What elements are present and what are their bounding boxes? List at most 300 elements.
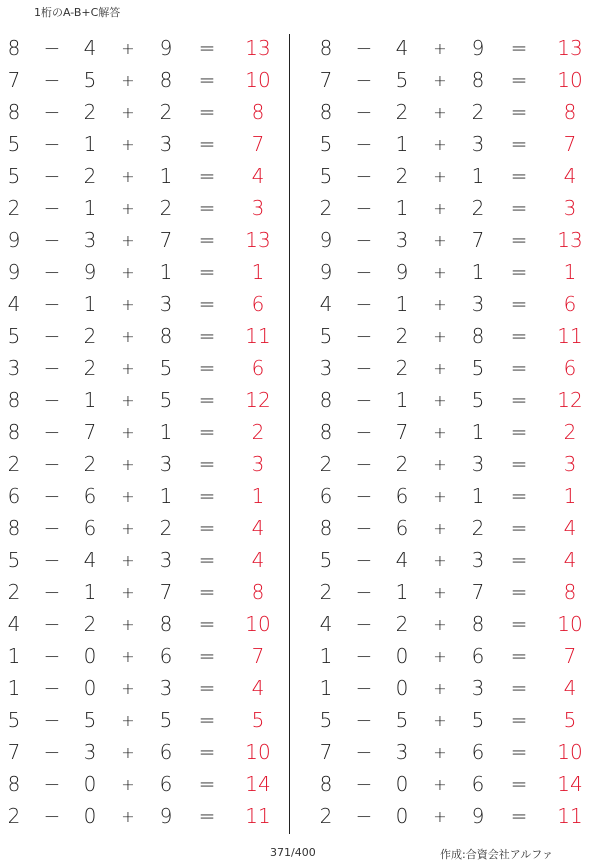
answer: 14 — [557, 772, 583, 796]
equation-row — [312, 382, 600, 414]
operand-a: 8 — [319, 420, 333, 444]
answer: 13 — [557, 36, 583, 60]
operand-c: 2 — [471, 516, 485, 540]
plus-sign: + — [121, 455, 135, 474]
answer: 2 — [251, 420, 265, 444]
equals-sign: = — [510, 36, 528, 60]
plus-sign: + — [433, 199, 447, 218]
operand-c: 6 — [159, 740, 173, 764]
operand-a: 8 — [319, 772, 333, 796]
operand-a: 7 — [7, 68, 21, 92]
minus-sign: − — [355, 164, 373, 188]
plus-sign: + — [433, 391, 447, 410]
operand-c: 9 — [159, 804, 173, 828]
equation-row — [0, 94, 290, 126]
operand-a: 8 — [319, 388, 333, 412]
plus-sign: + — [433, 39, 447, 58]
minus-sign: − — [43, 356, 61, 380]
plus-sign: + — [433, 615, 447, 634]
operand-c: 5 — [471, 388, 485, 412]
operand-c: 3 — [159, 132, 173, 156]
answer: 4 — [563, 516, 577, 540]
operand-c: 3 — [471, 292, 485, 316]
equals-sign: = — [510, 356, 528, 380]
operand-b: 2 — [395, 452, 409, 476]
operand-b: 0 — [83, 772, 97, 796]
operand-b: 4 — [395, 548, 409, 572]
operand-c: 8 — [159, 324, 173, 348]
equals-sign: = — [510, 676, 528, 700]
operand-a: 9 — [319, 228, 333, 252]
minus-sign: − — [43, 580, 61, 604]
minus-sign: − — [43, 676, 61, 700]
operand-a: 9 — [7, 228, 21, 252]
equation-row — [312, 446, 600, 478]
operand-b: 2 — [395, 164, 409, 188]
operand-c: 1 — [471, 484, 485, 508]
equals-sign: = — [510, 548, 528, 572]
equation-row — [312, 574, 600, 606]
equals-sign: = — [510, 196, 528, 220]
equals-sign: = — [510, 580, 528, 604]
operand-c: 5 — [471, 356, 485, 380]
equation-row — [0, 542, 290, 574]
operand-a: 5 — [319, 548, 333, 572]
equals-sign: = — [198, 452, 216, 476]
plus-sign: + — [121, 615, 135, 634]
plus-sign: + — [433, 647, 447, 666]
answer: 1 — [563, 484, 577, 508]
plus-sign: + — [121, 551, 135, 570]
equation-row — [312, 350, 600, 382]
operand-a: 6 — [7, 484, 21, 508]
operand-a: 3 — [7, 356, 21, 380]
answer: 7 — [563, 132, 577, 156]
plus-sign: + — [121, 391, 135, 410]
operand-a: 5 — [7, 708, 21, 732]
equation-row — [0, 62, 290, 94]
operand-a: 7 — [7, 740, 21, 764]
operand-b: 2 — [395, 100, 409, 124]
answer: 10 — [557, 68, 583, 92]
answer: 3 — [251, 452, 265, 476]
answer: 4 — [563, 676, 577, 700]
equation-row — [0, 702, 290, 734]
equals-sign: = — [510, 452, 528, 476]
equation-row — [312, 254, 600, 286]
operand-c: 9 — [471, 36, 485, 60]
plus-sign: + — [121, 167, 135, 186]
operand-a: 6 — [319, 484, 333, 508]
answer: 8 — [251, 580, 265, 604]
operand-a: 9 — [319, 260, 333, 284]
operand-a: 8 — [7, 388, 21, 412]
equation-row — [0, 414, 290, 446]
equals-sign: = — [198, 228, 216, 252]
answer: 4 — [251, 164, 265, 188]
plus-sign: + — [121, 135, 135, 154]
plus-sign: + — [433, 71, 447, 90]
operand-c: 2 — [471, 196, 485, 220]
equals-sign: = — [198, 36, 216, 60]
equation-row — [312, 414, 600, 446]
equals-sign: = — [198, 612, 216, 636]
equals-sign: = — [198, 484, 216, 508]
equals-sign: = — [198, 516, 216, 540]
equals-sign: = — [198, 132, 216, 156]
operand-a: 2 — [7, 580, 21, 604]
plus-sign: + — [433, 775, 447, 794]
equation-row — [0, 574, 290, 606]
answer: 1 — [251, 484, 265, 508]
equation-row — [312, 734, 600, 766]
operand-c: 3 — [159, 676, 173, 700]
minus-sign: − — [43, 228, 61, 252]
equation-row — [0, 254, 290, 286]
operand-c: 6 — [159, 772, 173, 796]
operand-a: 2 — [319, 580, 333, 604]
minus-sign: − — [355, 548, 373, 572]
operand-b: 1 — [395, 196, 409, 220]
operand-b: 7 — [395, 420, 409, 444]
answer: 6 — [251, 356, 265, 380]
equation-row — [312, 798, 600, 830]
answer: 11 — [245, 324, 271, 348]
minus-sign: − — [355, 740, 373, 764]
operand-a: 2 — [319, 804, 333, 828]
operand-b: 1 — [83, 580, 97, 604]
answer: 8 — [563, 100, 577, 124]
operand-b: 5 — [83, 708, 97, 732]
answer: 12 — [557, 388, 583, 412]
equals-sign: = — [198, 804, 216, 828]
equals-sign: = — [198, 580, 216, 604]
operand-c: 5 — [159, 388, 173, 412]
operand-b: 5 — [395, 68, 409, 92]
operand-b: 0 — [395, 644, 409, 668]
operand-a: 1 — [7, 644, 21, 668]
operand-b: 4 — [83, 548, 97, 572]
plus-sign: + — [433, 679, 447, 698]
operand-a: 2 — [319, 452, 333, 476]
equals-sign: = — [198, 644, 216, 668]
equation-row — [0, 478, 290, 510]
minus-sign: − — [355, 516, 373, 540]
plus-sign: + — [121, 39, 135, 58]
answer: 13 — [245, 228, 271, 252]
minus-sign: − — [43, 804, 61, 828]
operand-c: 3 — [159, 548, 173, 572]
answer: 3 — [251, 196, 265, 220]
plus-sign: + — [433, 167, 447, 186]
plus-sign: + — [121, 679, 135, 698]
equals-sign: = — [510, 708, 528, 732]
answer: 6 — [251, 292, 265, 316]
operand-c: 9 — [471, 804, 485, 828]
operand-c: 8 — [471, 612, 485, 636]
equation-row — [0, 30, 290, 62]
operand-c: 6 — [471, 740, 485, 764]
equation-row — [0, 638, 290, 670]
plus-sign: + — [121, 807, 135, 826]
equation-row — [0, 766, 290, 798]
minus-sign: − — [355, 132, 373, 156]
operand-b: 1 — [83, 196, 97, 220]
minus-sign: − — [43, 740, 61, 764]
plus-sign: + — [121, 583, 135, 602]
equation-row — [0, 446, 290, 478]
operand-a: 4 — [7, 612, 21, 636]
plus-sign: + — [121, 775, 135, 794]
operand-a: 4 — [319, 612, 333, 636]
minus-sign: − — [355, 644, 373, 668]
operand-b: 2 — [83, 612, 97, 636]
plus-sign: + — [121, 743, 135, 762]
equals-sign: = — [198, 772, 216, 796]
equation-row — [312, 222, 600, 254]
operand-c: 6 — [471, 772, 485, 796]
minus-sign: − — [355, 484, 373, 508]
answer: 11 — [245, 804, 271, 828]
operand-b: 1 — [395, 388, 409, 412]
minus-sign: − — [43, 196, 61, 220]
operand-b: 3 — [83, 228, 97, 252]
answer: 7 — [251, 644, 265, 668]
plus-sign: + — [433, 551, 447, 570]
answer: 6 — [563, 356, 577, 380]
equation-row — [312, 478, 600, 510]
operand-b: 2 — [83, 324, 97, 348]
plus-sign: + — [433, 487, 447, 506]
minus-sign: − — [43, 132, 61, 156]
minus-sign: − — [43, 68, 61, 92]
plus-sign: + — [433, 359, 447, 378]
minus-sign: − — [355, 196, 373, 220]
equation-row — [312, 126, 600, 158]
answer: 13 — [245, 36, 271, 60]
operand-a: 8 — [7, 516, 21, 540]
operand-b: 6 — [83, 516, 97, 540]
equals-sign: = — [198, 164, 216, 188]
equals-sign: = — [198, 196, 216, 220]
operand-a: 8 — [319, 516, 333, 540]
operand-c: 2 — [471, 100, 485, 124]
minus-sign: − — [43, 388, 61, 412]
operand-b: 9 — [83, 260, 97, 284]
plus-sign: + — [433, 455, 447, 474]
operand-b: 1 — [395, 292, 409, 316]
answer: 10 — [245, 740, 271, 764]
problem-column-left — [0, 30, 290, 830]
operand-c: 2 — [159, 100, 173, 124]
operand-c: 3 — [471, 676, 485, 700]
plus-sign: + — [433, 583, 447, 602]
equals-sign: = — [198, 548, 216, 572]
operand-b: 1 — [83, 132, 97, 156]
equation-row — [312, 542, 600, 574]
plus-sign: + — [121, 199, 135, 218]
answer: 8 — [563, 580, 577, 604]
minus-sign: − — [355, 804, 373, 828]
equals-sign: = — [510, 420, 528, 444]
equals-sign: = — [510, 132, 528, 156]
operand-c: 7 — [159, 580, 173, 604]
minus-sign: − — [43, 772, 61, 796]
answer: 7 — [251, 132, 265, 156]
equals-sign: = — [510, 68, 528, 92]
operand-a: 5 — [319, 164, 333, 188]
minus-sign: − — [43, 708, 61, 732]
equals-sign: = — [510, 740, 528, 764]
operand-a: 8 — [319, 100, 333, 124]
equals-sign: = — [510, 516, 528, 540]
equation-row — [0, 382, 290, 414]
equation-row — [0, 798, 290, 830]
operand-c: 6 — [471, 644, 485, 668]
answer: 10 — [245, 68, 271, 92]
operand-b: 2 — [395, 356, 409, 380]
operand-a: 5 — [7, 324, 21, 348]
answer: 1 — [563, 260, 577, 284]
answer: 3 — [563, 196, 577, 220]
operand-c: 2 — [159, 516, 173, 540]
plus-sign: + — [121, 359, 135, 378]
plus-sign: + — [121, 423, 135, 442]
equals-sign: = — [198, 388, 216, 412]
operand-b: 5 — [395, 708, 409, 732]
equals-sign: = — [510, 164, 528, 188]
plus-sign: + — [121, 71, 135, 90]
equals-sign: = — [510, 484, 528, 508]
operand-a: 8 — [7, 36, 21, 60]
equation-row — [0, 126, 290, 158]
equation-row — [312, 30, 600, 62]
operand-b: 2 — [83, 452, 97, 476]
operand-a: 5 — [7, 132, 21, 156]
answer: 13 — [557, 228, 583, 252]
answer: 4 — [563, 548, 577, 572]
operand-b: 3 — [395, 740, 409, 764]
equation-row — [312, 510, 600, 542]
operand-b: 2 — [83, 164, 97, 188]
operand-a: 4 — [319, 292, 333, 316]
equation-row — [312, 94, 600, 126]
answer: 4 — [251, 548, 265, 572]
equals-sign: = — [510, 324, 528, 348]
equation-row — [312, 286, 600, 318]
operand-a: 2 — [319, 196, 333, 220]
equals-sign: = — [510, 260, 528, 284]
equation-row — [312, 158, 600, 190]
operand-b: 1 — [83, 292, 97, 316]
plus-sign: + — [433, 263, 447, 282]
minus-sign: − — [43, 324, 61, 348]
plus-sign: + — [433, 743, 447, 762]
equals-sign: = — [510, 644, 528, 668]
minus-sign: − — [355, 452, 373, 476]
operand-b: 2 — [83, 356, 97, 380]
operand-b: 0 — [395, 676, 409, 700]
operand-a: 5 — [319, 324, 333, 348]
equation-row — [0, 606, 290, 638]
equals-sign: = — [510, 100, 528, 124]
minus-sign: − — [355, 324, 373, 348]
answer: 10 — [557, 612, 583, 636]
operand-b: 2 — [395, 612, 409, 636]
operand-b: 0 — [395, 804, 409, 828]
minus-sign: − — [43, 420, 61, 444]
plus-sign: + — [121, 327, 135, 346]
page-number: 371/400 — [270, 846, 316, 859]
operand-c: 8 — [159, 68, 173, 92]
operand-b: 4 — [83, 36, 97, 60]
operand-b: 1 — [395, 132, 409, 156]
minus-sign: − — [43, 100, 61, 124]
operand-c: 8 — [159, 612, 173, 636]
operand-a: 8 — [7, 772, 21, 796]
operand-b: 0 — [83, 804, 97, 828]
equals-sign: = — [198, 260, 216, 284]
equation-row — [0, 318, 290, 350]
minus-sign: − — [43, 164, 61, 188]
equation-row — [0, 286, 290, 318]
operand-c: 2 — [159, 196, 173, 220]
minus-sign: − — [355, 260, 373, 284]
answer: 14 — [245, 772, 271, 796]
operand-a: 4 — [7, 292, 21, 316]
equation-row — [312, 190, 600, 222]
operand-a: 5 — [319, 132, 333, 156]
operand-a: 1 — [7, 676, 21, 700]
equation-row — [0, 670, 290, 702]
operand-a: 8 — [7, 420, 21, 444]
equation-row — [0, 734, 290, 766]
minus-sign: − — [355, 68, 373, 92]
operand-c: 1 — [159, 164, 173, 188]
operand-a: 2 — [7, 804, 21, 828]
answer: 4 — [251, 516, 265, 540]
answer: 2 — [563, 420, 577, 444]
equals-sign: = — [198, 68, 216, 92]
minus-sign: − — [355, 708, 373, 732]
answer: 4 — [251, 676, 265, 700]
plus-sign: + — [433, 807, 447, 826]
plus-sign: + — [433, 295, 447, 314]
equation-row — [312, 702, 600, 734]
operand-a: 5 — [7, 164, 21, 188]
equals-sign: = — [510, 804, 528, 828]
minus-sign: − — [355, 420, 373, 444]
equation-row — [312, 62, 600, 94]
equation-row — [0, 510, 290, 542]
minus-sign: − — [43, 452, 61, 476]
plus-sign: + — [121, 519, 135, 538]
operand-c: 3 — [159, 292, 173, 316]
plus-sign: + — [121, 231, 135, 250]
operand-b: 6 — [395, 484, 409, 508]
operand-c: 7 — [471, 228, 485, 252]
operand-c: 3 — [471, 548, 485, 572]
minus-sign: − — [355, 100, 373, 124]
equation-row — [312, 638, 600, 670]
operand-b: 3 — [83, 740, 97, 764]
minus-sign: − — [355, 612, 373, 636]
operand-a: 3 — [319, 356, 333, 380]
author-credit: 作成:合資会社アルファ — [440, 848, 554, 861]
equation-row — [0, 190, 290, 222]
operand-c: 1 — [471, 260, 485, 284]
equation-row — [312, 606, 600, 638]
